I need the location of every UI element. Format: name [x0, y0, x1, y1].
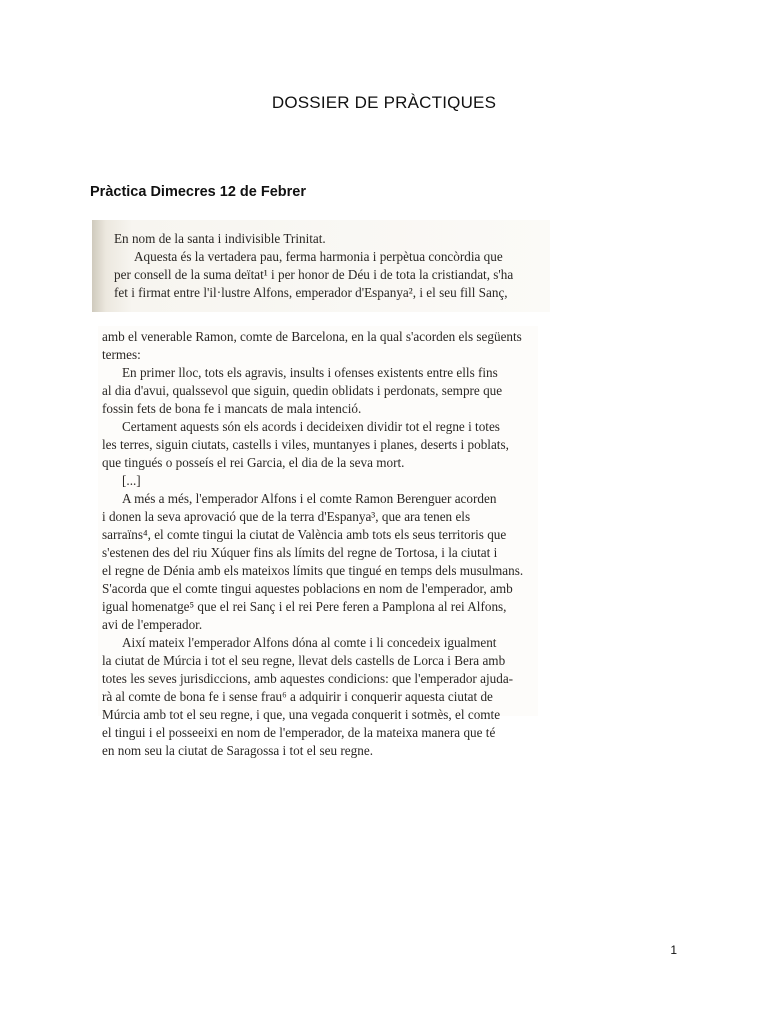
scan-line: Aquesta és la vertadera pau, ferma harmonia i perpètua concòrdia que — [134, 249, 503, 264]
scan-line: avi de l'emperador. — [102, 617, 203, 632]
scan-line: En primer lloc, tots els agravis, insults i ofenses existents entre ells fins — [122, 365, 498, 380]
scan-line: per consell de la suma deïtat¹ i per honor de Déu i de tota la cristiandat, s'ha — [114, 267, 514, 282]
scan-line: Certament aquests són els acords i decideixen dividir tot el regne i totes — [122, 419, 500, 434]
scan-line: [...] — [122, 473, 141, 488]
scan-line: s'estenen des del riu Xúquer fins als límits del regne de Tortosa, i la ciutat i — [102, 545, 498, 560]
scan-line: sarraïns⁴, el comte tingui la ciutat de València amb tots els seus territoris que — [102, 527, 507, 542]
scan-line: igual homenatge⁵ que el rei Sanç i el rei Pere feren a Pamplona al rei Alfons, — [102, 599, 507, 614]
scan-line: S'acorda que el comte tingui aquestes poblacions en nom de l'emperador, amb — [102, 581, 513, 596]
scan-line: la ciutat de Múrcia i tot el seu regne, llevat dels castells de Lorca i Bera amb — [102, 653, 506, 668]
scan-line: fossin fets de bona fe i mancats de mala intenció. — [102, 401, 362, 416]
scan-line: el regne de Dénia amb els mateixos límits que tingué en temps dels musulmans. — [102, 563, 524, 578]
document-title: DOSSIER DE PRÀCTIQUES — [271, 93, 497, 112]
scan-line: totes les seves jurisdiccions, amb aquestes condicions: que l'emperador ajuda- — [102, 671, 514, 686]
scan-line: en nom seu la ciutat de Saragossa i tot el seu regne. — [102, 743, 373, 758]
scan-line: i donen la seva aprovació que de la terra d'Espanya³, que ara tenen els — [102, 509, 471, 524]
scan-line: termes: — [102, 347, 141, 362]
scan-line: al dia d'avui, qualssevol que siguin, quedin oblidats i perdonats, sempre que — [102, 383, 503, 398]
scan-line: amb el venerable Ramon, comte de Barcelona, en la qual s'acorden els següents — [102, 329, 522, 344]
scan-line: que tingués o posseís el rei Garcia, el dia de la seva mort. — [102, 455, 405, 470]
scan-line: Múrcia amb tot el seu regne, i que, una vegada conquerit i sotmès, el comte — [102, 707, 501, 722]
scan-line: Així mateix l'emperador Alfons dóna al comte i li concedeix igualment — [122, 635, 497, 650]
scanned-excerpt-top — [92, 220, 550, 312]
page-number: 1 — [670, 943, 677, 957]
scan-line: rà al comte de bona fe i sense frau⁶ a adquirir i conquerir aquesta ciutat de — [102, 689, 493, 704]
scan-line: En nom de la santa i indivisible Trinitat. — [114, 231, 326, 246]
scan-line: les terres, siguin ciutats, castells i viles, muntanyes i planes, deserts i poblats, — [102, 437, 509, 452]
practice-subtitle: Pràctica Dimecres 12 de Febrer — [90, 184, 307, 200]
scan-line: el tingui i el posseeixi en nom de l'emperador, de la mateixa manera que té — [102, 725, 496, 740]
scanned-excerpt-main — [98, 326, 538, 758]
scan-line: fet i firmat entre l'il·lustre Alfons, emperador d'Espanya², i el seu fill Sanç, — [114, 285, 508, 300]
scan-line: A més a més, l'emperador Alfons i el comte Ramon Berenguer acorden — [122, 491, 497, 506]
